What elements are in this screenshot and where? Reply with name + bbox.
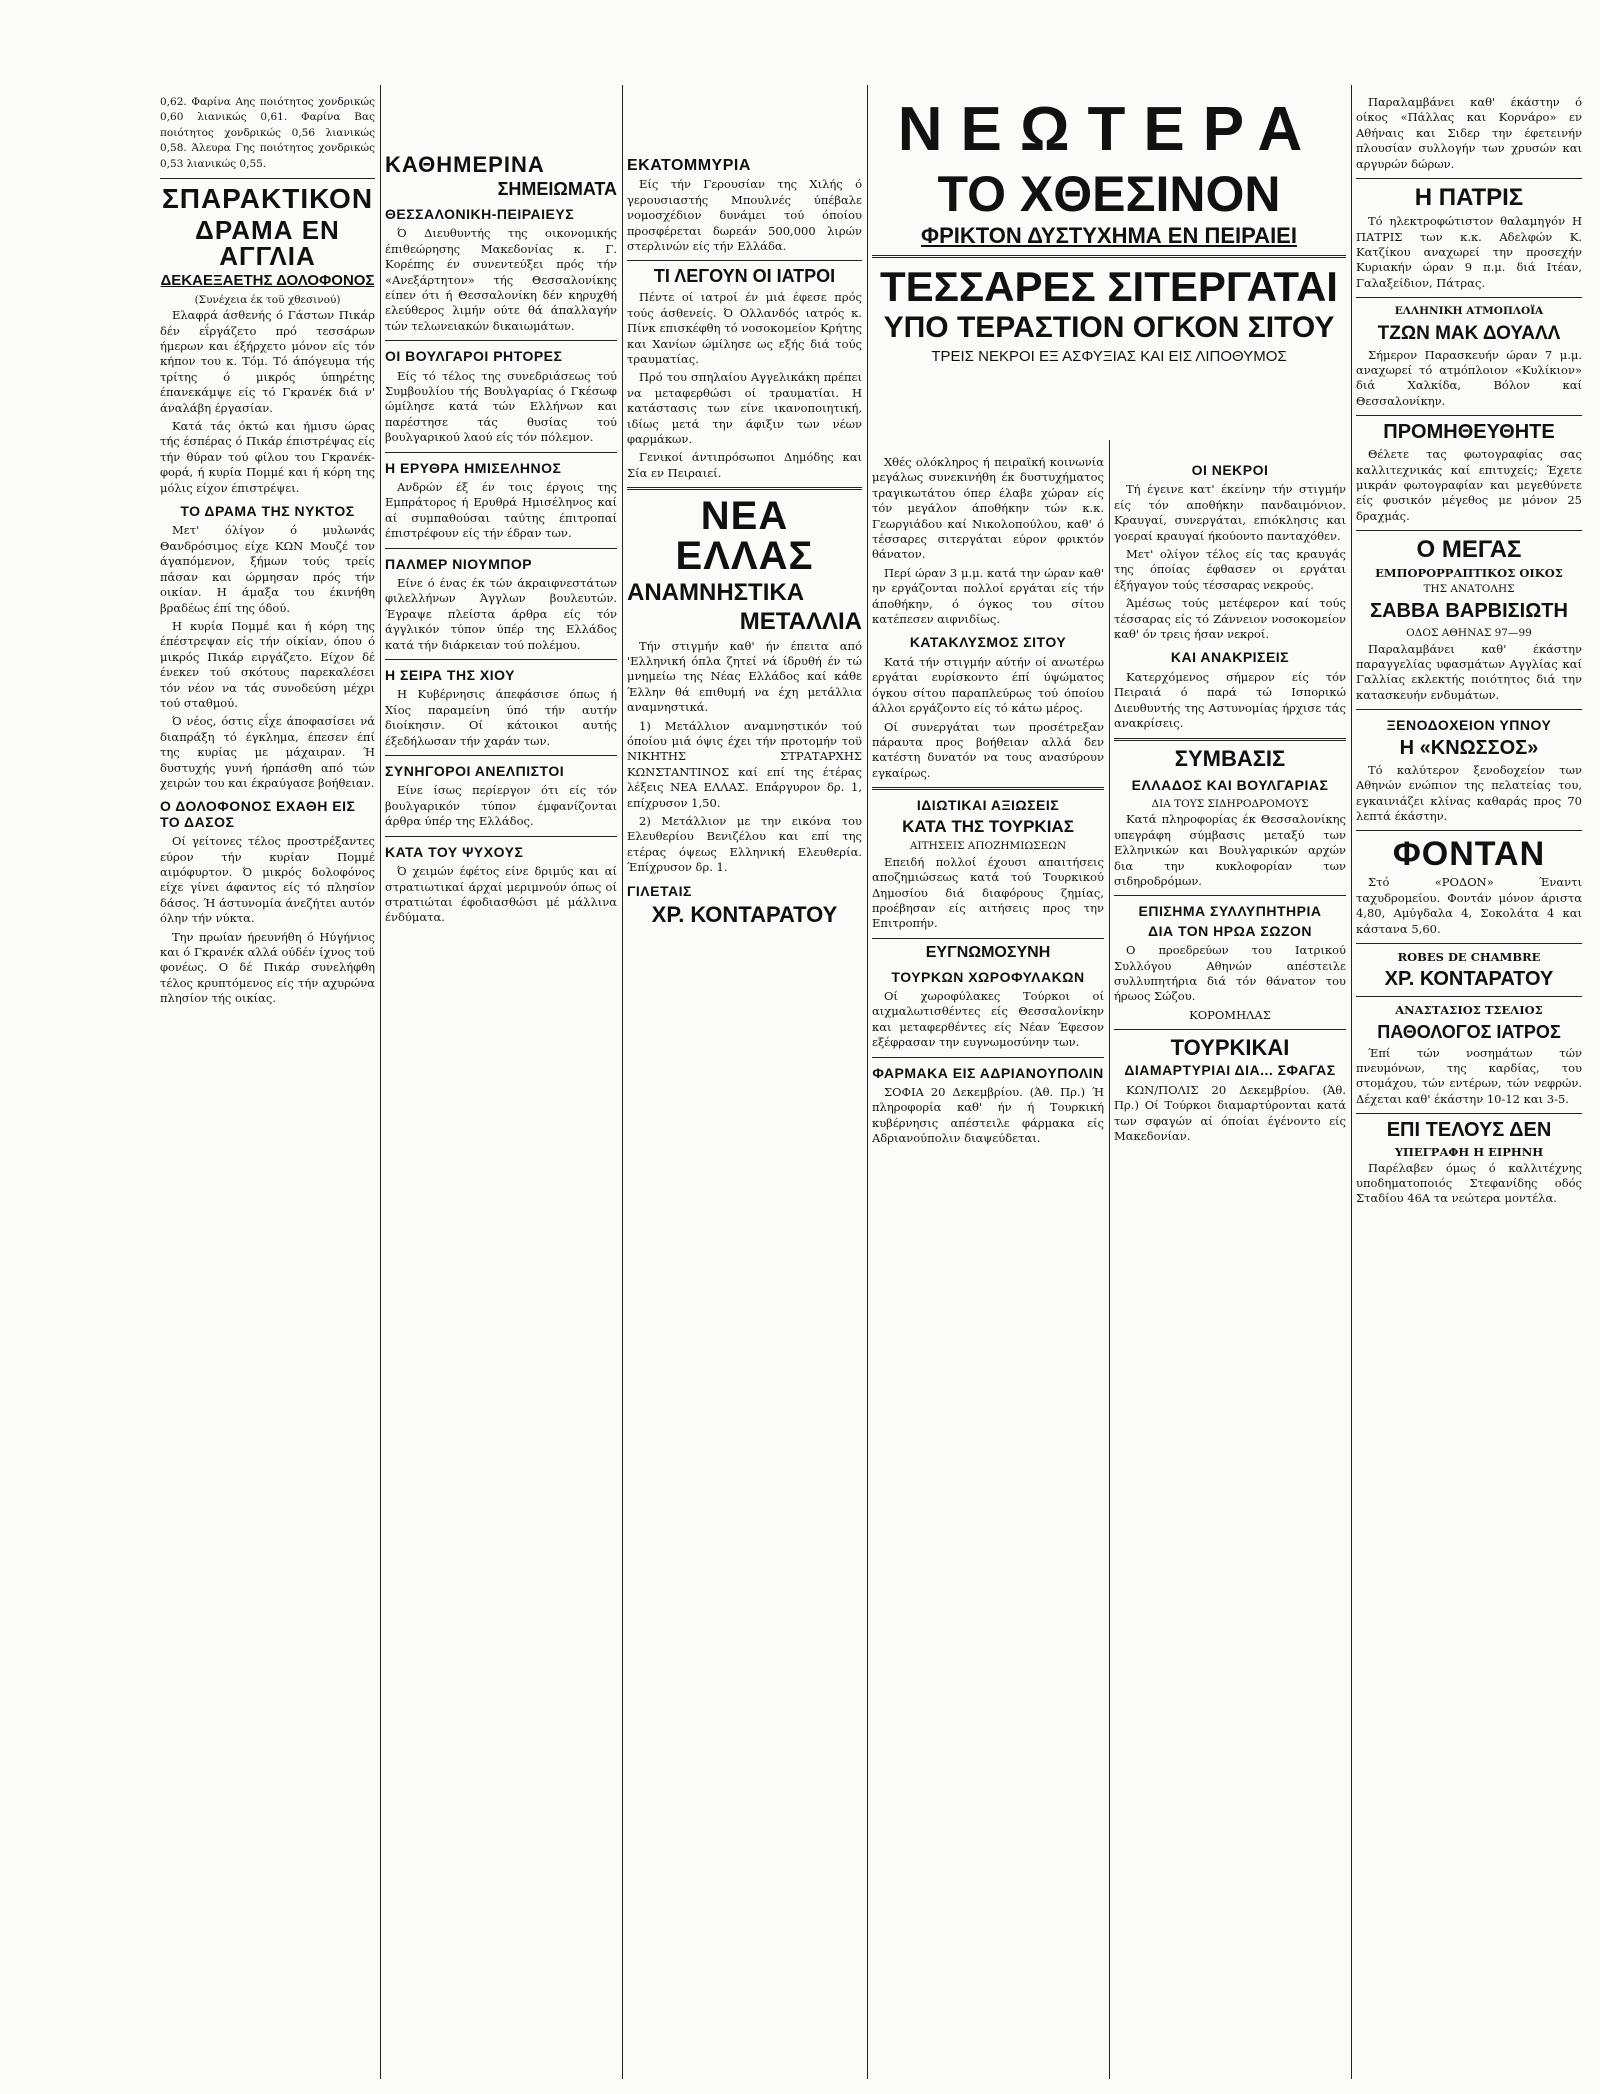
section-title: ΕΥΓΝΩΜΟΣΥΝΗ — [925, 943, 1051, 961]
paragraph: ΣΟΦΙΑ 20 Δεκεμβρίου. (Άθ. Πρ.) Ή πληροφορία καθ' ήν ή Τουρκική κυβέρνησις απέστειλε φάρμακα είς Αδριανούπολιν διαψεύδεται. — [872, 1085, 1104, 1146]
paragraph: Κατά πληροφορίας έκ Θεσσαλονίκης υπεγράφη σύμβασις μεταξύ των Ελληνικών και Βουλγαρικών αρχών δια την κυκλοφορίαν των σιδηροδρόμων. — [1114, 812, 1346, 889]
ad-title: ROBES DE CHAMBRE — [1397, 949, 1541, 964]
paragraph: Χθές ολόκληρος ή πειραϊκή κοινωνία μεγάλως συνεκινήθη έκ δυστυχήματος τραγικωτάτου όπερ έλαβε χώραν είς τόν μεγάλον άποθήκην τών κ.κ. Γεωργιάδου καί Νικολοπούλου, καθ' ό τέσσαρες σιτεργάται εύρον φρικτόν θάνατον. — [872, 455, 1104, 562]
paragraph: Ό νέος, όστις εΐχε άποφασίσει νά διαπράξη τό έγκλημα, έπεσεν έπί της κυρίας με μάχαιραν. Ή δυστυχής γυνή ήρπάσθη από τών χειρών του και έκραύγασε βοήθειαν. — [160, 714, 375, 790]
column-rule — [1351, 85, 1352, 2079]
market-prices: 0,62. Φαρίνα Αης ποιότητος χονδρικώς 0,60 λιανικώς 0,61. Φαρίνα Βας ποιότητος χονδρικώς 0,56 λιανικώς 0,58. Άλευρα Γης ποιότητος χονδρικώς 0,53 λιανικώς 0,55. — [160, 96, 375, 170]
paragraph: Είνε ίσως περίεργον ότι είς τόν βουλγαρικόν τύπον έμφανίζονται άρθρα ύπέρ της Ελλάδος. — [385, 783, 617, 829]
paragraph: Οί χωροφύλακες Τούρκοι οί αιχμαλωτισθέντες είς Θεσσαλονίκην και μεταφερθέντες είς Νέαν Έφεσον εξέφρασαν την ευγνωμοσύνην των. — [872, 989, 1104, 1050]
column-2 — [385, 150, 617, 2074]
subheadline: ΔΕΚΑΕΞΑΕΤΗΣ ΔΟΛΟΦΟΝΟΣ — [160, 272, 375, 290]
section-title: ΤΟ ΔΡΑΜΑ ΤΗΣ ΝΥΚΤΟΣ — [180, 503, 355, 520]
headline-drama: ΔΡΑΜΑ ΕΝ ΑΓΓΛΙΑ — [195, 215, 340, 272]
column-rule — [1109, 440, 1110, 2079]
ad-title: ΕΠΙ ΤΕΛΟΥΣ ΔΕΝ — [1386, 1119, 1552, 1142]
paragraph: Τήν στιγμήν καθ' ήν έπειτα από 'Ελληνική όπλα ζητεί νά ίδρυθή έν τώ μνημείω της Νέας Ελλάδος καί κάθε Έλλην θά επιθυμή να έχη μετάλλια αναμνηστικά. — [627, 638, 862, 715]
paragraph: Άμέσως τούς μετέφερον καί τούς τέσσαρας είς τό Ζάννειον νοσοκομείον καθ' όν τρεις ήσαν νεκροί. — [1114, 596, 1346, 642]
ad-kontaratou: ΧΡ. ΚΟΝΤΑΡΑΤΟΥ — [651, 902, 838, 928]
paragraph: Τή έγεινε κατ' έκείνην τήν στιγμήν είς τόν αποθήκην πανδαιμόνιον. Κραυγαί, συνεργάται, επιόκλησις και γοεραί κραυγαί ήκούοντο πανταχόθεν. — [1114, 482, 1346, 543]
continuation-note: (Συνέχεια έκ τοϋ χθεσινού) — [194, 293, 341, 306]
paragraph: Έπί τών νοσημάτων τών πνευμόνων, της καρδίας, του στομάχου, τών εντέρων, τών νεφρών. Δέχεται καθ' έκάστην 10-12 και 3-5. — [1356, 1045, 1582, 1106]
section-title: ΔΙΑΜΑΡΤΥΡΙΑΙ ΔΙΑ... ΣΦΑΓΑΣ — [1124, 1062, 1336, 1079]
section-subtitle: ΑΙΤΗΣΕΙΣ ΑΠΟΖΗΜΙΩΣΕΩΝ — [909, 840, 1067, 853]
paragraph: Είς τήν Γερουσίαν της Χιλής ό γερουσιαστής Μπουλνές ύπέβαλε νομοσχέδιον δυνάμει τού όποίου προσφέρεται δωρεάν 500,000 λιρών στερλινών είς τήν Ελλάδα. — [627, 177, 862, 254]
paragraph: Κατά τήν στιγμήν αύτήν οί ανωτέρω εργάται ευρίσκοντο έπί ύψώματος όγκου σίτου παραπλεύρως τού όποίου άλλοι εργάζοντο είς τό κάτω μέρος. — [872, 654, 1104, 716]
headline-main: ΤΟ ΧΘΕΣΙΝΟΝ — [937, 166, 1281, 222]
paragraph: 2) Μετάλλιον με την εικόνα του Ελευθερίου Βενιζέλου και επί της ετέρας όψεως Ελληνική Ελευθερία. Έπίχρυσον δρ. 1. — [627, 814, 862, 875]
ad-title: ΑΝΑΣΤΑΣΙΟΣ ΤΣΕΛΙΟΣ — [1395, 1003, 1543, 1018]
signature: ΚΟΡΟΜΗΛΑΣ — [1189, 1007, 1271, 1022]
ad-title: Ο ΜΕΓΑΣ — [1416, 536, 1522, 564]
headline-grain: ΥΠΟ ΤΕΡΑΣΤΙΟΝ ΟΓΚΟΝ ΣΙΤΟΥ — [883, 311, 1335, 344]
ad-title: ΓΙΛΕΤΑΙΣ — [627, 882, 692, 899]
paragraph: Ελαφρά άσθενής ό Γάστων Πικάρ δέν εΐργάζετο πρό τεσσάρων ήμερων και έξήρχετο μόνον είς τόν κήπον του κ. Τόμ. Τό άπόγευμα τής τρίτης ό μικρός ύπηρέτης έπανεκάμψε είς τό Γκρανέκ διά ν' άναλάβη έργασίαν. — [160, 308, 375, 415]
paragraph: Οί συνεργάται των προσέτρεξαν πάραυτα προς βοήθειαν αλλά δεν κατέστη δυνατόν να τους ανασύρουν εγκαίρως. — [872, 719, 1104, 780]
ad-title: ΦΟΝΤΑΝ — [1392, 835, 1546, 874]
section-title: ΠΑΛΜΕΡ ΝΙΟΥΜΠΟΡ — [385, 555, 533, 572]
section-title: ΟΙ ΝΕΚΡΟΙ — [1191, 462, 1269, 478]
section-title: ΕΛΛΑΔΟΣ ΚΑΙ ΒΟΥΛΓΑΡΙΑΣ — [1131, 776, 1329, 793]
headline-deaths: ΤΡΕΙΣ ΝΕΚΡΟΙ ΕΞ ΑΣΦΥΞΙΑΣ ΚΑΙ ΕΙΣ ΛΙΠΟΘΥΜΟΣ — [931, 348, 1287, 365]
ad-title: ΞΕΝΟΔΟΧΕΙΟΝ ΥΠΝΟΥ — [1386, 717, 1552, 734]
paragraph: Τό καλύτερον ξενοδοχείον των Αθηνών ενώπιον της πελατείας του, εγκαινιάζει κλίνας καθαράς προς 70 λεπτά έκάστην. — [1356, 762, 1582, 823]
section-title: ΙΔΙΩΤΙΚΑΙ ΑΞΙΩΣΕΙΣ — [916, 797, 1060, 814]
metallia-title: ΜΕΤΑΛΛΙΑ — [739, 608, 862, 636]
paragraph: Τό ηλεκτροφώτιστον θαλαμηγόν Η ΠΑΤΡΙΣ των κ.κ. Αδελφών Κ. Κατζίκου αναχωρεί την προσεχήν Κυριακήν ώραν 9 π.μ. διά Ιτέαν, Γαλαξείδιον, Πάτρας. — [1356, 214, 1582, 290]
section-title: ΕΚΑΤΟΜΜΥΡΙΑ — [627, 157, 751, 174]
paragraph: Στό «ΡΟΔΟΝ» Έναντι ταχυδρομείου. Φοντάν μόνον άριστα 4,80, Αμύγδαλα 4, Σοκολάτα 4 και κάστανα 5,60. — [1356, 875, 1582, 936]
ad-title: ΧΡ. ΚΟΝΤΑΡΑΤΟΥ — [1384, 968, 1554, 991]
section-title: ΔΙΑ ΤΟΝ ΗΡΩΑ ΣΩΖΟΝ — [1148, 922, 1312, 939]
paragraph: Παραλαμβάνει καθ' έκάστην παραγγελίας υφασμάτων Αγγλίας καί Γαλλίας εκλεκτής ποιότητος διά την κατασκευήν ενδυμάτων. — [1356, 641, 1582, 702]
paragraph: Την πρωίαν ήρευνήθη ό Ηύγήνιος και ό Γκρανέκ αλλά ούδέν ίχνος τοϋ φονέως. Ο δέ Πικάρ συνελήφθη τέλος κρυπτόμενος είς τήν αχυρώνα πλησίον τής οικίας. — [160, 929, 375, 1006]
ad-title: ΤΖΩΝ ΜΑΚ ΔΟΥΑΛΛ — [1377, 322, 1561, 344]
paragraph: Ό χειμών έφέτος είνε δριμύς και αί στρατιωτικαί άρχαί μεριμνούν όπως οί στρατιώται έφοδιασθώσι μέ μάλλινα ένδύματα. — [385, 864, 617, 925]
paragraph: ΚΩΝ/ΠΟΛΙΣ 20 Δεκεμβρίου. (Άθ. Πρ.) Οί Τούρκοι διαμαρτύρονται κατά των σφαγών αί όποίαι έγένοντο είς Μακεδονίαν. — [1114, 1082, 1346, 1143]
section-title: Η ΣΕΙΡΑ ΤΗΣ ΧΙΟΥ — [385, 667, 515, 684]
paragraph: Πέντε οί ιατροί έν μιά έφεσε πρός τούς άσθενείς. Ό Ολλανδός ιατρός κ. Πίνκ επισκέφθη τό νοσοκομείον Κρήτης και Χανίων ώμίλησε ως εξής διά τούς τραυματίας. — [627, 290, 862, 366]
headline-workers: ΤΕΣΣΑΡΕΣ ΣΙΤΕΡΓΑΤΑΙ — [880, 263, 1338, 310]
section-title: ΟΙ ΒΟΥΛΓΑΡΟΙ ΡΗΤΟΡΕΣ — [385, 348, 563, 365]
column-6 — [1356, 95, 1582, 2074]
ad-title: ΕΛΛΗΝΙΚΗ ΑΤΜΟΠΛΟΪΑ — [1394, 305, 1544, 318]
paragraph: Περί ώραν 3 μ.μ. κατά την ώραν καθ' ην εργάζονται πολλοί εργάται είς τήν άποθήκην, ό όγκος του σίτου κατέπεσεν αιφνιδίως. — [872, 565, 1104, 627]
headline-sparaktikon: ΣΠΑΡΑΚΤΙΚΟΝ — [161, 183, 374, 215]
section-title: ΚΑΙ ΑΝΑΚΡΙΣΕΙΣ — [1170, 649, 1290, 666]
paragraph: Ο προεδρεύων του Ιατρικού Συλλόγου Αθηνών απέστειλε συλλυπητήρια διά τόν θάνατον του ήρωος Σώζου. — [1114, 943, 1346, 1004]
paragraph: Κατά τάς όκτώ και ήμισυ ώρας τής έσπέρας ό Πικάρ έπιστρέψας είς τήν θύραν τού φίλου του Γκρανέκ-φορά, ή κυρία Πομμέ και ή κόρη της μόλις είχον έπιστρέψει. — [160, 419, 375, 495]
masthead: ΝΕΩΤΕΡΑ — [897, 95, 1321, 164]
paragraph: 1) Μετάλλιον αναμνηστικόν τού όποίου μιά όψις έχει τήν προτομήν τοϋ ΝΙΚΗΤΗΣ ΣΤΡΑΤΑΡΧΗΣ ΚΩΝΣΤΑΝΤΙΝΟΣ καί επί της έτέρας λέξεις ΝΕΑ ΕΛΛΑΣ. Επάργυρον δρ. 1, επίχρυσον 1,50. — [627, 718, 862, 810]
paragraph: Ανδρών έξ έν τοις έργοις της Εμπράτορος ή Ερυθρά Ημισέληνος καί αί συμπαθούσαι ταύτης έπιτροπαί έπιστρέφουν είς τήν έδραν των. — [385, 479, 617, 541]
kathimerina-title: ΚΑΘΗΜΕΡΙΝΑ — [385, 152, 545, 177]
paragraph: Πρό του σπηλαίου Αγγελικάκη πρέπει να μεταφερθώσι οί τραυματίαι. Η κατάστασις των είνε ικανοποιητική, ιδίως μετά την άφιξιν των νέων φαρμάκων. — [627, 370, 862, 446]
paragraph: Μετ' ολίγον τέλος είς τας κραυγάς της όποίας έφθασεν οι εργάται έξήγαγον τούς τέσσαρας νεκρούς. — [1114, 547, 1346, 592]
ad-subtitle: ΥΠΕΓΡΑΦΗ Η ΕΙΡΗΝΗ — [1394, 1145, 1544, 1160]
paragraph: Μετ' όλίγον ό μυλωνάς Θανδρόσιμος είχε ΚΩΝ Μουζέ τον άγαπόμενον, ξήμων τούς τρείς πάσαν και ώρμησαν πρός τήν οικίαν. Η άμαξα του έκινήθη βραδέως έπί της όδού. — [160, 523, 375, 615]
nea-ellas-title: ΝΕΑ ΕΛΛΑΣ — [675, 494, 814, 579]
section-title: ΚΑΤΑΚΛΥΣΜΟΣ ΣΙΤΟΥ — [909, 634, 1067, 651]
section-title: ΣΥΜΒΑΣΙΣ — [1174, 745, 1286, 771]
section-title: ΦΑΡΜΑΚΑ ΕΙΣ ΑΔΡΙΑΝΟΥΠΟΛΙΝ — [872, 1064, 1104, 1081]
ad-title: ΣΑΒΒΑ ΒΑΡΒΙΣΙΩΤΗ — [1370, 600, 1568, 623]
ad-address: ΟΔΟΣ ΑΘΗΝΑΣ 97—99 — [1406, 627, 1532, 640]
paragraph: Σήμερον Παρασκευήν ώραν 7 μ.μ. αναχωρεί τό ατμόπλοιον «Κυλίκιον» διά Χαλκίδα, Βόλον καί Θεσσαλονίκην. — [1356, 347, 1582, 408]
ad-title: Η ΠΑΤΡΙΣ — [1414, 184, 1524, 212]
paragraph: Είνε ό ένας έκ τών άκραιφνεστάτων φιλελλήνων Άγγλων βουλευτών. Έγραψε πλείστα άρθρα είς τόν άγγλικόν τύπον ύπέρ της Ελλάδος κατά τήν διάρκειαν τού πολέμου. — [385, 576, 617, 652]
neotera-banner — [872, 95, 1346, 367]
section-title: Η ΕΡΥΘΡΑ ΗΜΙΣΕΛΗΝΟΣ — [385, 459, 562, 476]
paragraph: Επειδή πολλοί έχουσι απαιτήσεις αποζημιώσεως κατά τού Τουρκικού Δημοσίου διά διαφόρους ζημίας, προέβησαν είς αιτήσεις προς την Επιτροπήν. — [872, 854, 1104, 931]
ad-subtitle: ΤΗΣ ΑΝΑΤΟΛΗΣ — [1423, 582, 1515, 595]
paragraph: Οί γείτονες τέλος προστρέξαντες εύρον τήν κυρίαν Πομμέ αιμόφυρτον. Ό μικρός δολοφόνος είχε γίνει άφαντος είς τό πλησίον δάσος. Ή άστυνομία άνεζήτει αυτόν όλην τήν νύκτα. — [160, 834, 375, 926]
column-4 — [872, 455, 1104, 2074]
section-title: ΣΥΝΗΓΟΡΟΙ ΑΝΕΛΠΙΣΤΟΙ — [385, 763, 565, 780]
ad-subtitle: ΕΜΠΟΡΟΡΡΑΠΤΙΚΟΣ ΟΙΚΟΣ — [1375, 566, 1563, 581]
ad-title: ΠΑΘΟΛΟΓΟΣ ΙΑΤΡΟΣ — [1377, 1021, 1561, 1042]
section-title: ΤΟΥΡΚΩΝ ΧΩΡΟΦΥΛΑΚΩΝ — [891, 968, 1085, 985]
section-title: ΚΑΤΑ ΤΗΣ ΤΟΥΡΚΙΑΣ — [902, 816, 1074, 836]
ad-title: Η «ΚΝΩΣΣΟΣ» — [1399, 736, 1539, 759]
simeiomata-title: ΣΗΜΕΙΩΜΑΤΑ — [497, 179, 617, 199]
section-title: Ο ΔΟΛΟΦΟΝΟΣ ΕΧΑΘΗ ΕΙΣ ΤΟ ΔΑΣΟΣ — [160, 798, 356, 830]
section-title: ΤΟΥΡΚΙΚΑΙ — [1170, 1035, 1290, 1061]
column-5 — [1114, 455, 1346, 2074]
paragraph: Η Κυβέρνησις άπεφάσισε όπως ή Χίος παραμείνη ύπό τήν αυτήν διοίκησιν. Οί κάτοικοι αυτής έξεδήλωσαν τήν χαράν των. — [385, 687, 617, 748]
paragraph: Είς τό τέλος της συνεδριάσεως τού Συμβουλίου τής Βουλγαρίας ό Γκέσωφ ώμίλησε κατά τών Ελλήνων και παρέστησε τάς θυσίας τού βουλγαρικού λαού είς τόν πόλεμον. — [385, 368, 617, 445]
section-title: ΤΙ ΛΕΓΟΥΝ ΟΙ ΙΑΤΡΟΙ — [653, 266, 836, 287]
paragraph: Η κυρία Πομμέ και ή κόρη της έπέστρεψαν είς τήν οίκίαν, όπου ό μικρός Πικάρ ειργάζετο. Είχον δέ ένεκεν τού σκότους παρεκαλέσει τόν νέον να τάς συνοδεύση μέχρι τού σταθμού. — [160, 618, 375, 710]
headline-sub: ΦΡΙΚΤΟΝ ΔΥΣΤΥΧΗΜΑ ΕΝ ΠΕΙΡΑΙΕΙ — [921, 223, 1297, 248]
section-title: ΘΕΣΣΑΛΟΝΙΚΗ-ΠΕΙΡΑΙΕΥΣ — [385, 205, 575, 222]
column-1 — [160, 95, 375, 2074]
column-rule — [622, 85, 623, 2079]
column-rule — [867, 85, 868, 2079]
section-title: ΚΑΤΑ ΤΟΥ ΨΥΧΟΥΣ — [385, 843, 524, 860]
paragraph: Γενικοί άντιπρόσωποι Δημόδης και Σία εν Πειραιεί. — [627, 450, 862, 480]
column-rule — [380, 85, 381, 2079]
paragraph: Παραλαμβάνει καθ' έκάστην ό οίκος «Πάλλας και Κορνάρο» εν Αθήναις και Σιδερ την έφετεινήν πλουσίαν συλλογήν των χρυσών και αργυρών δώρων. — [1356, 95, 1582, 171]
section-title: ΕΠΙΣΗΜΑ ΣΥΛΛΥΠΗΤΗΡΙΑ — [1138, 903, 1322, 920]
anamnistika-title: ΑΝΑΜΝΗΣΤΙΚΑ — [627, 579, 805, 607]
ad-title: ΠΡΟΜΗΘΕΥΘΗΤΕ — [1383, 421, 1555, 444]
paragraph: Ό Διευθυντής της οικονομικής έπιθεώρησης Μακεδονίας κ. Γ. Κορέπης έν συνεντεύξει πρός τήν «Ανεξάρτητον» τής Θεσσαλονίκης είπεν ότι ή Θεσσαλονίκη δέν κηρυχθή ελεύθερος λιμήν ούτε θά άπαλλαγήν τών τελωνειακών δικαιωμάτων. — [385, 226, 617, 333]
paragraph: Παρέλαβεν όμως ό καλλιτέχνης υποδηματοποιός Στεφανίδης οδός Σταδίου 46Α τα νεώτερα μοντέλα. — [1356, 1160, 1582, 1206]
paragraph: Κατερχόμενος σήμερον είς τόν Πειραιά ό παρά τώ Ισπορικώ Διευθυντής της Αστυνομίας ήρχισε τάς ανακρίσεις. — [1114, 669, 1346, 731]
paragraph: Θέλετε τας φωτογραφίας σας καλλιτεχνικάς καί επιτυχείς; Έχετε μικράν φωτογραφίαν και μεγεθύνετε είς φυσικόν μέγεθος με μόνον 25 δραχμάς. — [1356, 447, 1582, 523]
section-subtitle: ΔΙΑ ΤΟΥΣ ΣΙΔΗΡΟΔΡΟΜΟΥΣ — [1151, 798, 1309, 810]
column-3 — [627, 150, 862, 2074]
